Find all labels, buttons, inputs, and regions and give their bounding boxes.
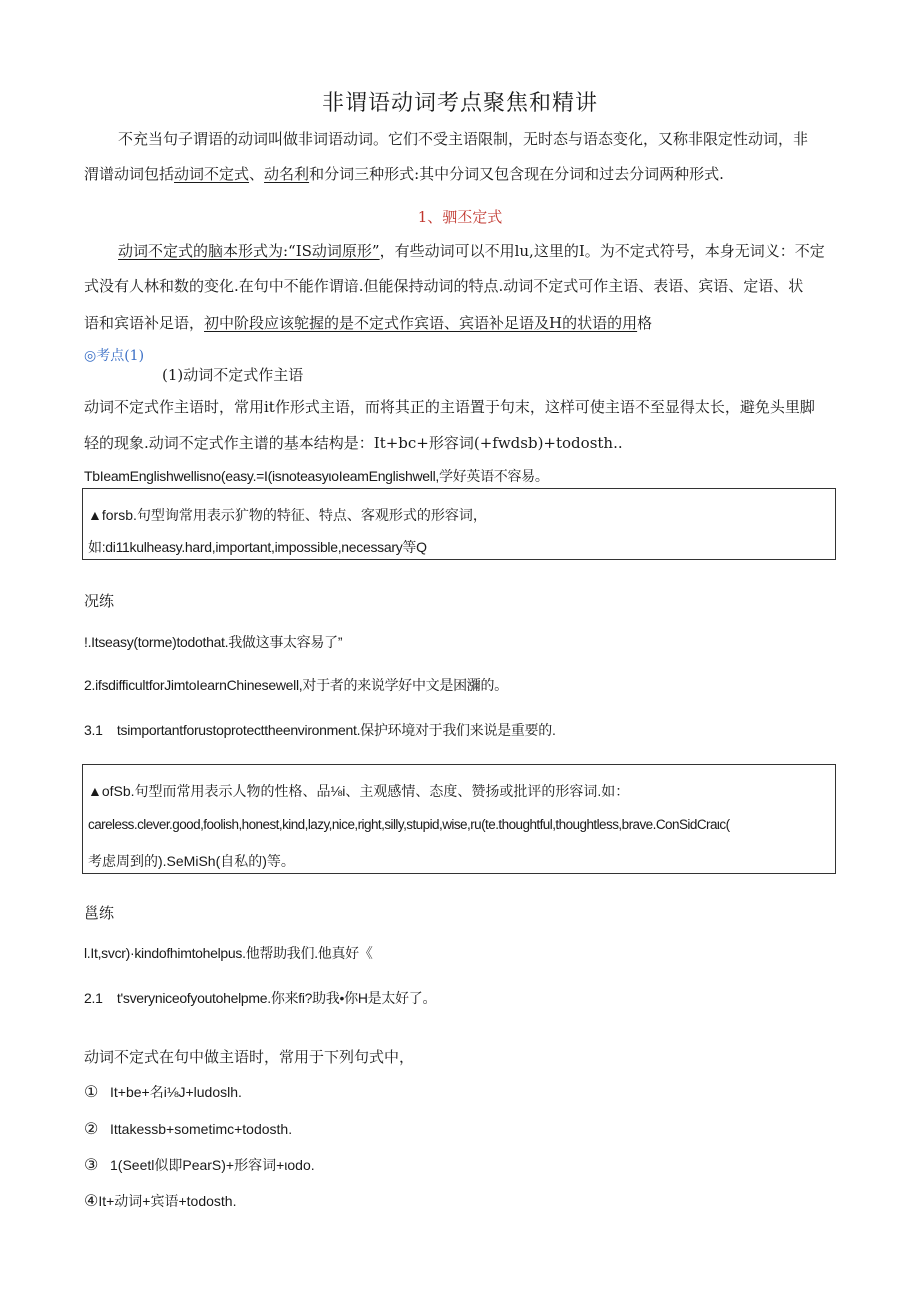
kaodian-line-2: 轻的现象.动词不定式作主谱的基本结构是：It+bc+形容词(+fwdsb)+todosth.. [84,434,623,452]
page-title: 非谓语动词考点聚焦和精讲 [321,91,598,116]
term-infinitive: 动词不定式 [174,165,250,183]
practice-item: 2.ifsdifficultforJimtoIearnChinesewell,对于者的来说学好中文是困瀰的。 [84,677,508,693]
practice-heading: 况练 [84,592,115,610]
intro-text: 和分词三种形式:其中分词又包含现在分词和过去分词两种形式. [309,165,724,183]
pattern-item [84,1191,236,1211]
kaodian-example: TbIeamEnglishwellisno(easy.=I(isnoteasyιoIeamEnglishwell,学好英语不容易。 [84,468,549,484]
section-para-line-2: 式没有人林和数的变化.在句中不能作谓谙.但能保持动词的特点.动词不定式可作主语、表语、宾语、定语、状 [84,277,804,295]
patterns-intro: 动词不定式在句中做主语时，常用于下列句式中， [84,1048,415,1066]
note-box-line-1: ▲ofSb.句型而常用表示人物的性格、品⅛i、主观感情、态度、赞扬或批评的形容词.如： [88,783,630,799]
basic-form-text: 动词不定式的脑本形式为:“IS动词原形” [118,242,380,260]
pattern-text: It+动词+宾语+todosth. [98,1193,237,1209]
practice-heading: 邕练 [84,904,115,922]
practice-item: !.Itseasy(torme)todothat.我做这事太容易了” [84,634,343,650]
note-box-line-3: 考虑周到的).SeMiSh(自私的)等。 [88,853,295,869]
pattern-item [84,1119,292,1138]
pattern-text: Ittakessb+sometimc+todosth. [110,1121,293,1137]
practice-item: l.It,svcr)·kindofhimtohelpus.他帮助我们.他真好《 [84,945,373,961]
pattern-marker: ④ [84,1191,99,1210]
intro-line-2 [84,163,724,184]
key-usage-text: 初中阶段应该鸵握的是不定式作宾语、宾语补足语及H的状语的用 [204,314,638,332]
pattern-item [84,1082,242,1102]
term-gerund: 动名利 [264,165,310,183]
pattern-marker: ③ [84,1155,99,1174]
pattern-text: 1(Seetl似即PearS)+形容词+ιodo. [110,1157,315,1173]
kaodian-label: ◎考点(1) [84,348,145,364]
practice-item: 2.1 t'sveryniceofyoutohelpme.你来fi?助我•你H是太好了。 [84,990,437,1006]
intro-text: 、 [249,165,265,183]
section-heading: 1、驷丕定式 [417,208,503,226]
para-text: ，有些动词可以不用lu,这里的I。为不定式符号，本身无词义：不定 [379,242,825,260]
section-para-line-3 [84,312,652,333]
note-box-forsb [82,488,836,560]
pattern-marker: ① [84,1082,99,1101]
intro-text: 渭谱动词包括 [84,165,175,183]
kaodian-subheading: (1)动词不定式作主语 [162,366,304,384]
intro-line-1: 不充当句子谓语的动词叫做非词语动词。它们不受主语限制，无时态与语态变化，又称非限定性动词，非 [118,130,809,148]
kaodian-line-1: 动词不定式作主语时，常用it作形式主语，而将其正的主语置于句末，这样可使主语不至显得太长，避免头里脚 [84,398,815,416]
pattern-item [84,1155,315,1175]
para-text: 格 [637,314,653,332]
section-para-line-1 [118,240,825,261]
note-box-ofsb [82,764,836,874]
note-box-line-2: careless.clever.good,foolish,honest,kind,lazy,nice,right,silly,stupid,wise,ru(te.thoughtful,thoughtless,brave.ConSidCraιc( [88,817,730,832]
note-box-line-2: 如:di11kulheasy.hard,important,impossible,necessary等Q [88,539,427,555]
para-text: 语和宾语补足语， [84,314,205,332]
practice-item: 3.1 tsimportantforustoprotecttheenvironment.保护环境对于我们来说是重要的. [84,722,556,738]
pattern-text: It+be+名i⅛J+ludoslh. [110,1084,242,1100]
pattern-marker: ② [84,1119,99,1138]
note-box-line-1: ▲forsb.句型询常用表示犷物的特征、特点、客观形式的形容词， [88,507,487,523]
